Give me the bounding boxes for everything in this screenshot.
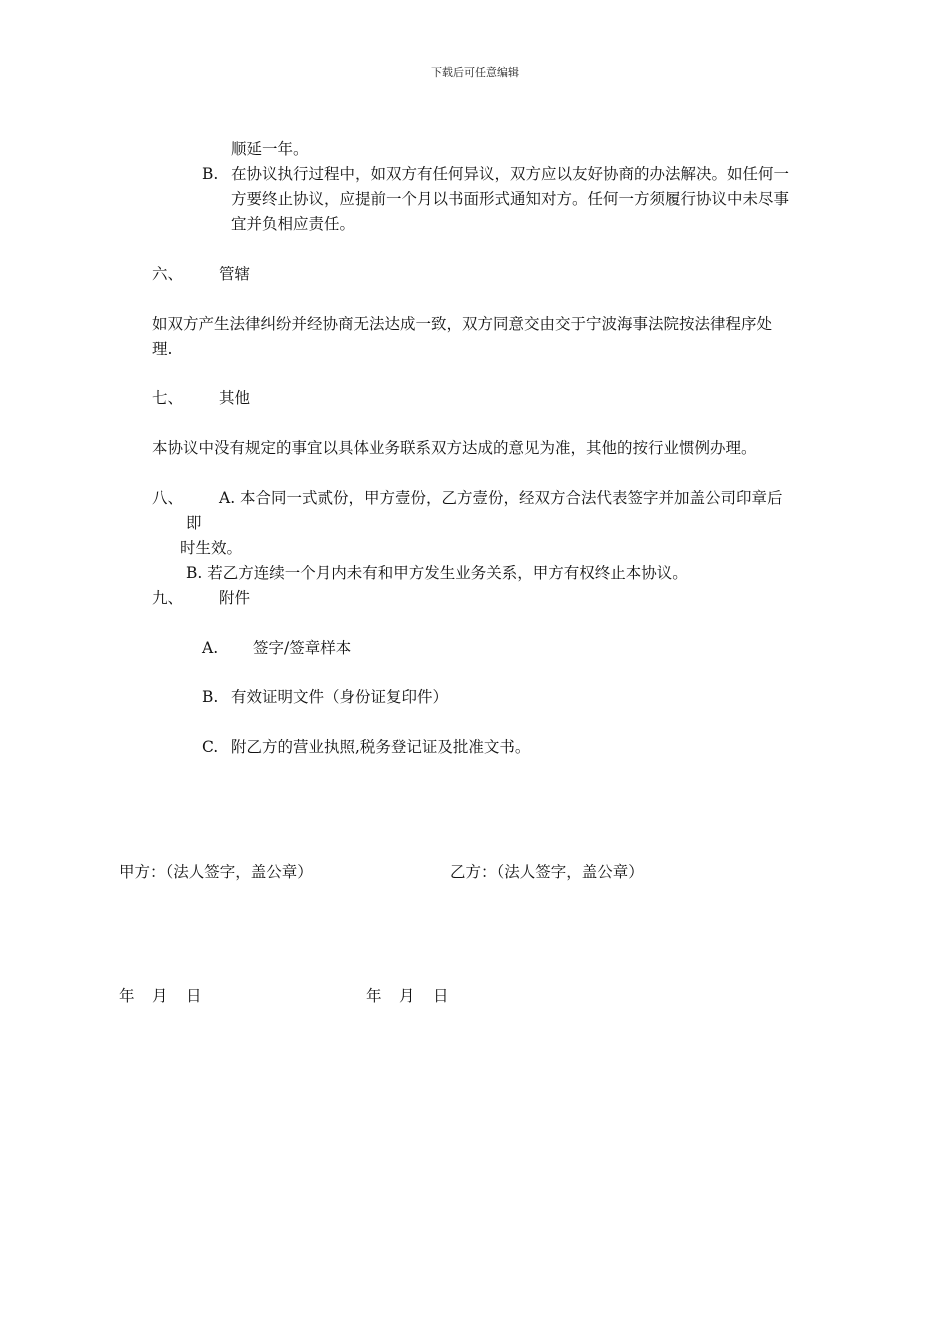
- clause5-b-line2: 方要终止协议，应提前一个月以书面形式通知对方。任何一方须履行协议中未尽事: [231, 190, 790, 208]
- date-b-month: 月: [399, 987, 415, 1005]
- clause8-a-line3: 时生效。: [180, 539, 243, 557]
- date-b-day: 日: [433, 987, 449, 1005]
- clause8-number: 八、: [152, 489, 184, 507]
- clause9-title: 附件: [219, 589, 251, 607]
- clause5-b-label: B.: [202, 165, 219, 183]
- date-a-year: 年: [119, 987, 135, 1005]
- clause7-body: 本协议中没有规定的事宜以具体业务联系双方达成的意见为准，其他的按行业惯例办理。: [152, 439, 757, 457]
- clause7-title: 其他: [219, 389, 251, 407]
- date-b-year: 年: [366, 987, 382, 1005]
- clause5-b-line3: 宜并负相应责任。: [231, 215, 356, 233]
- attachment-b-text: 有效证明文件（身份证复印件）: [231, 688, 449, 706]
- attachment-a-text: 签字/签章样本: [253, 639, 352, 657]
- clause6-body-line1: 如双方产生法律纠纷并经协商无法达成一致，双方同意交由交于宁波海事法院按法律程序处: [152, 315, 773, 333]
- clause7-number: 七、: [152, 389, 184, 407]
- signature-party-a: 甲方：（法人签字，盖公章）: [119, 863, 313, 881]
- clause9-number: 九、: [152, 589, 184, 607]
- date-a-day: 日: [186, 987, 202, 1005]
- clause5-continuation: 顺延一年。: [231, 140, 309, 158]
- clause6-title: 管辖: [219, 265, 251, 283]
- date-a-month: 月: [152, 987, 168, 1005]
- clause6-number: 六、: [152, 265, 184, 283]
- attachment-a-label: A.: [202, 639, 219, 657]
- clause8-a-line2: 即: [186, 514, 202, 532]
- clause8-b-line: B. 若乙方连续一个月内未有和甲方发生业务关系，甲方有权终止本协议。: [186, 564, 688, 582]
- attachment-c-text: 附乙方的营业执照,税务登记证及批准文书。: [231, 738, 531, 756]
- clause8-a-line1: A. 本合同一式贰份，甲方壹份，乙方壹份，经双方合法代表签字并加盖公司印章后: [219, 489, 783, 507]
- attachment-b-label: B.: [202, 688, 219, 706]
- clause5-b-line1: 在协议执行过程中，如双方有任何异议，双方应以友好协商的办法解决。如任何一: [231, 165, 790, 183]
- attachment-c-label: C.: [202, 738, 219, 756]
- signature-party-b: 乙方：（法人签字，盖公章）: [450, 863, 644, 881]
- page-header-note: 下载后可任意编辑: [431, 66, 519, 79]
- clause6-body-line2: 理.: [152, 340, 173, 358]
